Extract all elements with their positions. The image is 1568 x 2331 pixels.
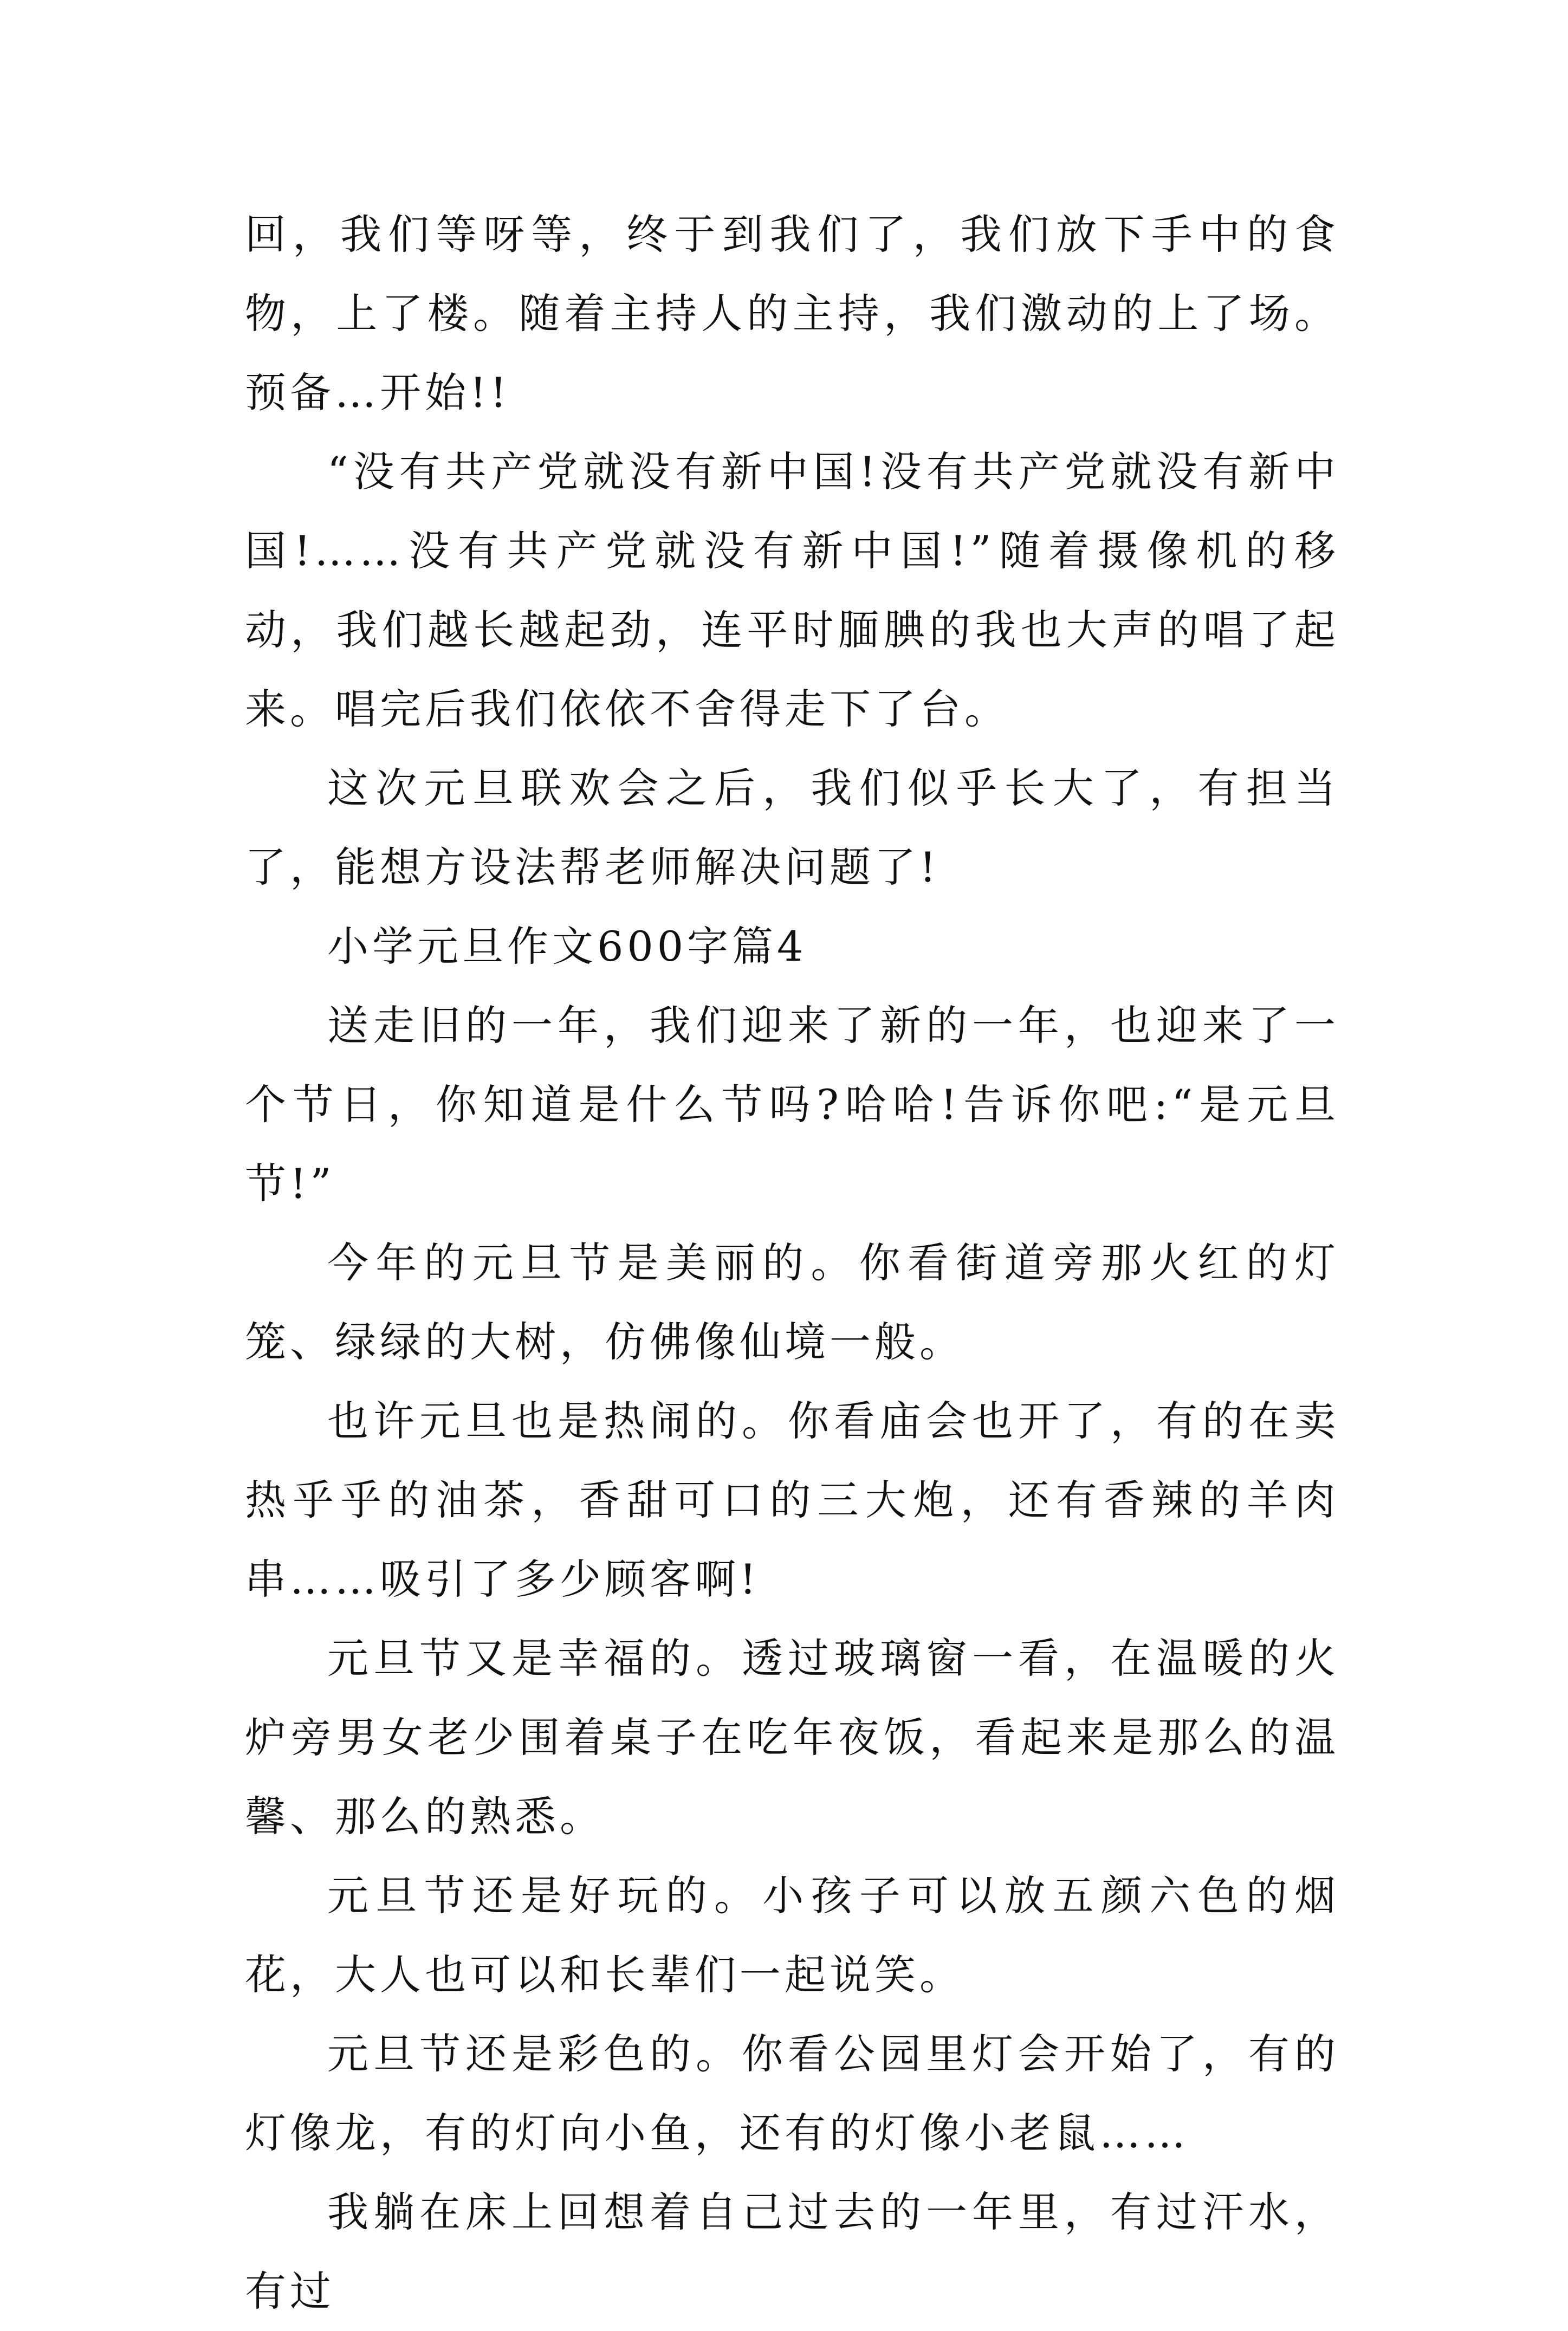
paragraph-conclusion: 这次元旦联欢会之后，我们似乎长大了，有担当了，能想方设法帮老师解决问题了! bbox=[245, 764, 1339, 891]
paragraph-continuation: 回，我们等呀等，终于到我们了，我们放下手中的食物，上了楼。随着主持人的主持，我们激动的上了场。预备…开始!! bbox=[245, 210, 1339, 417]
paragraph-lively: 也许元旦也是热闹的。你看庙会也开了，有的在卖热乎乎的油茶，香甜可口的三大炮，还有香辣的羊肉串……吸引了多少顾客啊! bbox=[245, 1397, 1339, 1603]
paragraph-beautiful: 今年的元旦节是美丽的。你看街道旁那火红的灯笼、绿绿的大树，仿佛像仙境一般。 bbox=[245, 1239, 1339, 1366]
paragraph-intro: 送走旧的一年，我们迎来了新的一年，也迎来了一个节日，你知道是什么节吗?哈哈!告诉你吧:“是元旦节!” bbox=[245, 1001, 1339, 1208]
paragraph-song: “没有共产党就没有新中国!没有共产党就没有新中国!……没有共产党就没有新中国!”随着摄像机的移动，我们越长越起劲，连平时腼腆的我也大声的唱了起来。唱完后我们依依不舍得走下了台。 bbox=[245, 448, 1339, 733]
paragraph-fun: 元旦节还是好玩的。小孩子可以放五颜六色的烟花，大人也可以和长辈们一起说笑。 bbox=[245, 1872, 1339, 1999]
document-body bbox=[245, 195, 1339, 2331]
paragraph-reflection: 我躺在床上回想着自己过去的一年里，有过汗水，有过 bbox=[245, 2188, 1339, 2315]
paragraph-colorful: 元旦节还是彩色的。你看公园里灯会开始了，有的灯像龙，有的灯向小鱼，还有的灯像小老鼠…… bbox=[245, 2030, 1339, 2157]
paragraph-happy: 元旦节又是幸福的。透过玻璃窗一看，在温暖的火炉旁男女老少围着桌子在吃年夜饭，看起来是那么的温馨、那么的熟悉。 bbox=[245, 1634, 1339, 1841]
essay-heading: 小学元旦作文600字篇4 bbox=[327, 922, 807, 970]
